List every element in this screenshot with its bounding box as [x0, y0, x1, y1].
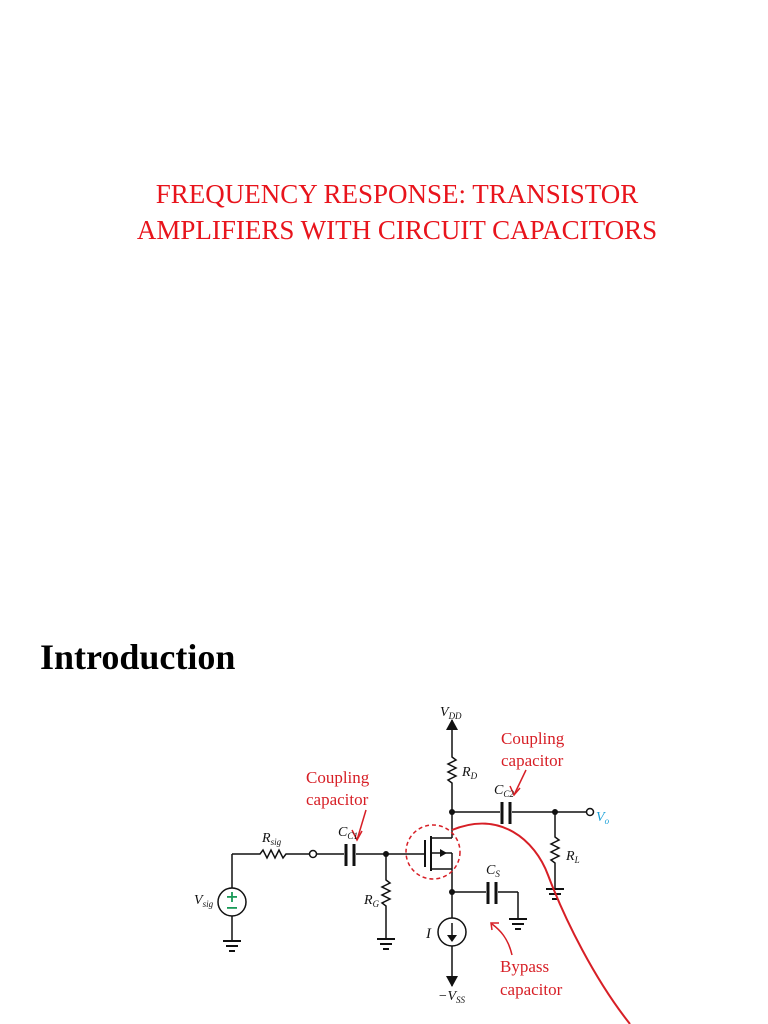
circuit-figure	[0, 690, 768, 1024]
label-vsig: $V_{sig}$	[194, 893, 214, 909]
transistor-highlight-circle	[406, 825, 460, 879]
resistor-rg	[382, 854, 390, 938]
title-line-1: FREQUENCY RESPONSE: TRANSISTOR	[155, 179, 639, 209]
amplifier-schematic	[0, 690, 768, 1024]
resistor-rl	[551, 812, 559, 888]
vsig-polarity	[227, 892, 237, 909]
title-line-2: AMPLIFIERS WITH CIRCUIT CAPACITORS	[136, 215, 658, 245]
label-cc1: $C_{C1}$	[338, 825, 358, 841]
ground-symbols	[223, 889, 564, 951]
label-vss: $-V_{SS}$	[438, 989, 465, 1005]
resistor-rsig	[256, 850, 309, 858]
resistor-rd	[448, 752, 456, 812]
annotation-coupling-left-line2: capacitor	[306, 790, 369, 809]
label-rg: $R_G$	[364, 893, 380, 909]
annotation-bypass-line1: Bypass	[500, 957, 550, 976]
annotation-coupling-right-line1: Coupling	[501, 729, 565, 748]
slide-title	[0, 176, 768, 248]
annotation-marks	[352, 770, 630, 1024]
annotation-bypass-line2: capacitor	[500, 980, 563, 999]
label-vo: $V_o$	[596, 810, 610, 826]
label-rsig: $R_{sig}$	[262, 831, 282, 847]
circuit-nodes	[383, 809, 558, 895]
section-heading-introduction: Introduction	[40, 637, 236, 677]
label-rl: $R_L$	[566, 849, 580, 865]
annotation-coupling-left-line1: Coupling	[306, 768, 370, 787]
label-rd: $R_D$	[462, 765, 478, 781]
label-cs: $C_S$	[486, 863, 500, 879]
label-cc2: $C_{C2}$	[494, 783, 514, 799]
label-vdd: $V_{DD}$	[440, 705, 462, 721]
annotation-coupling-right-line2: capacitor	[501, 751, 564, 770]
label-i: I	[426, 926, 431, 942]
